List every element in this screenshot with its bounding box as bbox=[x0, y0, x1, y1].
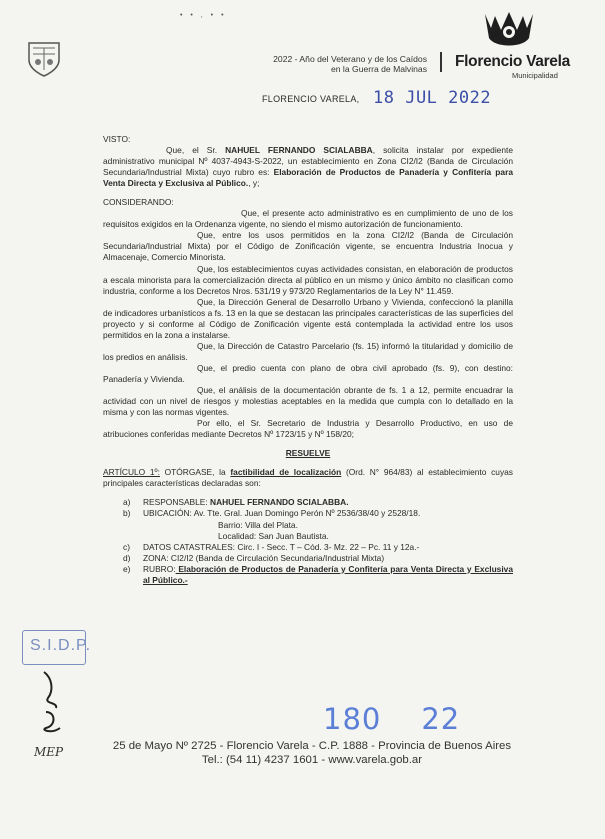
article-pre: OTÓRGASE, la bbox=[159, 467, 231, 478]
considerando-p7: Que, el análisis de la documentación obrante de fs. 1 a 12, permite encuadrar la actividad con un nivel de riesgos y molestias aceptables en la medida que cumpla con lo detallado en la misma y con las normas vigentes. bbox=[103, 385, 513, 418]
article-label: ARTÍCULO 1º: bbox=[103, 467, 160, 478]
characteristics-list bbox=[123, 497, 513, 585]
footer-contact: Tel.: (54 11) 4237 1601 - www.varela.gob.ar bbox=[201, 754, 423, 766]
brand-name: Florencio Varela bbox=[455, 53, 570, 70]
resolution-number-a: 180 bbox=[323, 702, 382, 736]
list-item: b) UBICACIÓN: Av. Tte. Gral. Juan Domingo Perón Nº 2536/38/40 y 2528/18. bbox=[123, 508, 421, 519]
visto-text-start: Que, el Sr. bbox=[166, 145, 226, 156]
list-item: c) DATOS CATASTRALES: Circ. I - Secc. T – Cód. 3- Mz. 22 – Pc. 11 y 12a.- bbox=[123, 541, 420, 552]
visto-text-mid: , solicita instalar por expediente administrativo municipal Nº 4037-4943-S-2022, un establecimiento en Zona CI2/I2 (Banda de Circulación Secundaria/Industrial Mixta) cuyo rubro es: bbox=[103, 145, 513, 178]
visto-paragraph bbox=[103, 145, 513, 189]
footer-address: 25 de Mayo Nº 2725 - Florencio Varela - C.P. 1888 - Provincia de Buenos Aires bbox=[112, 740, 512, 752]
header-divider bbox=[440, 52, 442, 72]
article-bold: factibilidad de localización bbox=[230, 467, 342, 478]
list-item: d) ZONA: CI2/I2 (Banda de Circulación Secundaria/Industrial Mixta) bbox=[123, 552, 385, 563]
considerando-p3: Que, los establecimientos cuyas actividades consistan, en elaboración de productos a escala minorista para la comercialización directa al público en un mismo y único ámbito no clasifican como industria, conforme a los Decretos Nros. 531/19 y 973/20 Reglamentarios de la Ley N° 11.459. bbox=[103, 263, 513, 296]
list-item: e) RUBRO: Elaboración de Productos de Panadería y Confitería para Venta Directa y Exclusiva al Público.- bbox=[123, 563, 513, 585]
date-place: FLORENCIO VARELA, bbox=[262, 94, 360, 104]
visto-heading: VISTO: bbox=[103, 134, 131, 144]
article-post: (Ord. N° 964/83) al establecimiento cuyas principales características declaradas son: bbox=[103, 467, 513, 489]
florencio-varela-crest-logo bbox=[479, 10, 539, 52]
considerando-p5: Que, la Dirección de Catastro Parcelario (fs. 15) informó la titularidad y domicilio de los predios en análisis. bbox=[103, 340, 513, 362]
top-marks: • • , • • bbox=[180, 12, 227, 19]
slogan-line-1: 2022 - Año del Veterano y de los Caídos bbox=[273, 54, 427, 64]
resolution-number-b: 22 bbox=[421, 702, 461, 736]
applicant-name: NAHUEL FERNANDO SCIALABBA bbox=[225, 145, 373, 156]
considerando-p2: Que, entre los usos permitidos en la zona CI2/I2 (Banda de Circulación Secundaria/Industrial Mixta) por el Código de Zonificación vigente, se encuentra Industria Inocua y Almacenaje, Comercio Minorista. bbox=[103, 230, 513, 263]
document-body bbox=[103, 134, 513, 586]
brand-subtitle: Municipalidad bbox=[512, 71, 558, 80]
list-item: Barrio: Villa del Plata. bbox=[218, 519, 298, 530]
handwritten-signature-icon bbox=[38, 668, 78, 746]
sidp-stamp-text: S.I.D.P. bbox=[30, 637, 92, 654]
considerando-p4: Que, la Dirección General de Desarrollo Urbano y Vivienda, confeccionó la planilla de indicadores urbanísticos a fs. 13 en la que se destacan las principales características de las superficies del proyecto y si conforme al Código de Zonificación vigente está contemplada la actividad entre los usos permitidos en la zona a instalarse. bbox=[103, 296, 513, 340]
date-stamp: 18 JUL 2022 bbox=[373, 88, 492, 108]
list-item: a) RESPONSABLE: NAHUEL FERNANDO SCIALABBA. bbox=[123, 497, 349, 508]
considerando-p6: Que, el predio cuenta con plano de obra civil aprobado (fs. 9), con destino: Panadería y Vivienda. bbox=[103, 362, 513, 384]
visto-text-end: , y; bbox=[248, 178, 260, 189]
resolution-number-stamp bbox=[323, 702, 500, 736]
initials-stamp: MEP bbox=[34, 745, 64, 759]
article-1 bbox=[103, 467, 513, 489]
considerando-heading: CONSIDERANDO: bbox=[103, 197, 174, 208]
visto-rubro: Elaboración de Productos de Panadería y Confitería para Venta Directa y Exclusiva al Público. bbox=[103, 167, 514, 189]
slogan-line-2: en la Guerra de Malvinas bbox=[330, 64, 427, 74]
considerando-p8: Por ello, el Sr. Secretario de Industria y Desarrollo Productivo, en uso de atribuciones conferidas mediante Decretos Nº 1723/15 y Nº 158/20; bbox=[103, 418, 513, 440]
municipal-shield-logo bbox=[27, 40, 61, 78]
resuelve-heading: RESUELVE bbox=[285, 448, 331, 459]
considerando-p1: Que, el presente acto administrativo es en cumplimiento de uno de los requisitos exigidos en la Ordenanza vigente, no siendo el mismo autorización de funcionamiento. bbox=[103, 208, 513, 230]
header-slogan bbox=[255, 54, 427, 74]
list-item: Localidad: San Juan Bautista. bbox=[218, 530, 329, 541]
